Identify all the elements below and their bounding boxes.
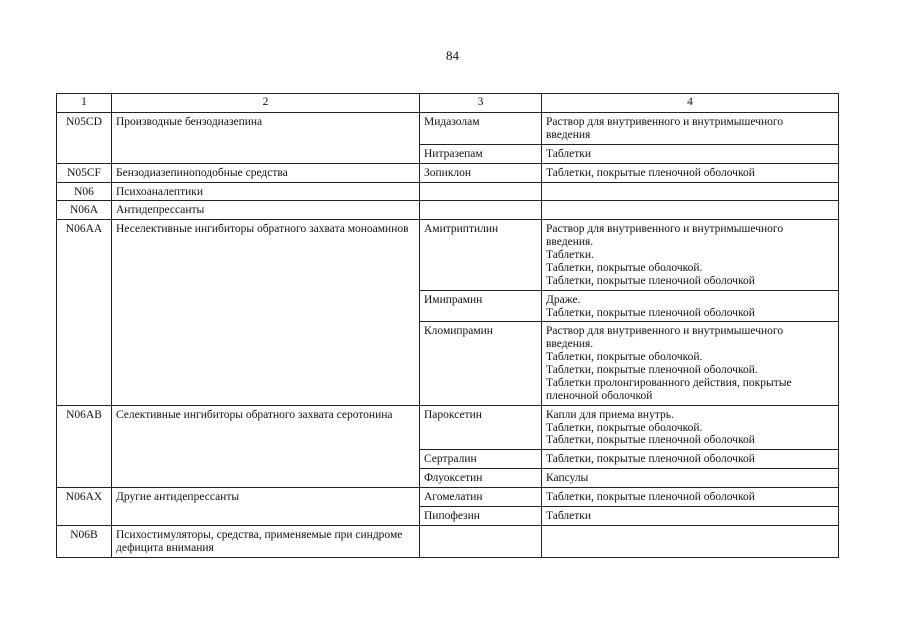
table-row (57, 201, 839, 220)
atc-code: N06B (57, 525, 112, 557)
column-header: 3 (420, 94, 542, 113)
dosage-form-line: Таблетки. (546, 249, 594, 261)
dosage-form-line: Таблетки, покрытые оболочкой. (546, 261, 703, 274)
drug-name: Пароксетин (420, 405, 542, 450)
dosage-form-line: Капли для приема внутрь. (546, 408, 674, 421)
dosage-form-line: Таблетки, покрытые пленочной оболочкой (546, 306, 755, 319)
drug-name (420, 182, 542, 201)
drug-name (420, 201, 542, 220)
atc-code: N06AA (57, 220, 112, 405)
dosage-forms (542, 220, 839, 290)
dosage-form-line: Таблетки, покрытые пленочной оболочкой (546, 166, 755, 179)
dosage-forms (542, 144, 839, 163)
atc-code: N05CD (57, 113, 112, 164)
atc-code: N06AB (57, 405, 112, 487)
drug-name: Имипрамин (420, 290, 542, 322)
atc-code: N05CF (57, 163, 112, 182)
dosage-form-line: введения. (546, 236, 594, 249)
dosage-form-line: Таблетки, покрытые пленочной оболочкой (546, 274, 755, 287)
dosage-forms (542, 450, 839, 469)
dosage-form-line: Таблетки, покрытые пленочной оболочкой. (546, 364, 758, 376)
dosage-forms (542, 488, 839, 507)
group-name: Психоаналептики (112, 182, 420, 201)
dosage-forms (542, 525, 839, 557)
table-row (57, 163, 839, 182)
group-name: Другие антидепрессанты (112, 488, 420, 526)
drug-name: Сертралин (420, 450, 542, 469)
group-name: Психостимуляторы, средства, применяемые при синдроме дефицита внимания (112, 525, 420, 557)
drug-name: Амитриптилин (420, 220, 542, 290)
dosage-forms (542, 113, 839, 145)
atc-code: N06A (57, 201, 112, 220)
dosage-form-line: Раствор для внутривенного и внутримышечного (546, 223, 784, 236)
dosage-form-line: Таблетки, покрытые пленочной оболочкой (546, 434, 755, 447)
dosage-form-line: Таблетки (546, 147, 592, 160)
dosage-form-line: Таблетки пролонгированного действия, покрытые (546, 376, 792, 389)
dosage-form-line: введения (546, 128, 591, 141)
dosage-form-line: Таблетки, покрытые пленочной оболочкой (546, 491, 755, 503)
table-row (57, 525, 839, 557)
dosage-forms (542, 469, 839, 488)
header-row (57, 94, 839, 113)
drug-name (420, 525, 542, 557)
dosage-form-line: Раствор для внутривенного и внутримышечного (546, 325, 784, 338)
dosage-forms (542, 506, 839, 525)
dosage-forms (542, 405, 839, 450)
table-row (57, 405, 839, 450)
page-number: 84 (446, 48, 459, 63)
drug-name: Кломипрамин (420, 322, 542, 405)
group-name: Антидепрессанты (112, 201, 420, 220)
dosage-form-line: Таблетки (546, 509, 592, 522)
group-name: Селективные ингибиторы обратного захвата серотонина (112, 405, 420, 487)
dosage-forms (542, 163, 839, 182)
dosage-form-line: пленочной оболочкой (546, 389, 653, 402)
drug-name: Агомелатин (420, 488, 542, 507)
group-name: Неселективные ингибиторы обратного захвата моноаминов (112, 220, 420, 405)
atc-code: N06 (57, 182, 112, 201)
drug-table (56, 93, 839, 558)
dosage-form-line: введения. (546, 338, 594, 351)
table-row (57, 182, 839, 201)
drug-name: Зопиклон (420, 163, 542, 182)
dosage-form-line: Таблетки, покрытые оболочкой. (546, 421, 703, 434)
drug-name: Пипофезин (420, 506, 542, 525)
column-header: 2 (112, 94, 420, 113)
dosage-form-line: Драже. (546, 293, 581, 306)
dosage-form-line: Таблетки, покрытые оболочкой. (546, 351, 703, 364)
column-header: 1 (57, 94, 112, 113)
dosage-form-line: Таблетки, покрытые пленочной оболочкой (546, 453, 755, 466)
dosage-form-line: Капсулы (546, 472, 589, 485)
group-name: Производные бензодиазепина (112, 113, 420, 164)
drug-name: Мидазолам (420, 113, 542, 145)
dosage-forms (542, 201, 839, 220)
table-row (57, 113, 839, 145)
dosage-forms (542, 182, 839, 201)
table-row (57, 488, 839, 507)
table-row (57, 220, 839, 290)
drug-name: Нитразепам (420, 144, 542, 163)
dosage-forms (542, 322, 839, 405)
column-header: 4 (542, 94, 839, 113)
dosage-forms (542, 290, 839, 322)
group-name: Бензодиазепиноподобные средства (112, 163, 420, 182)
drug-name: Флуоксетин (420, 469, 542, 488)
dosage-form-line: Раствор для внутривенного и внутримышечного (546, 116, 784, 128)
atc-code: N06AX (57, 488, 112, 526)
